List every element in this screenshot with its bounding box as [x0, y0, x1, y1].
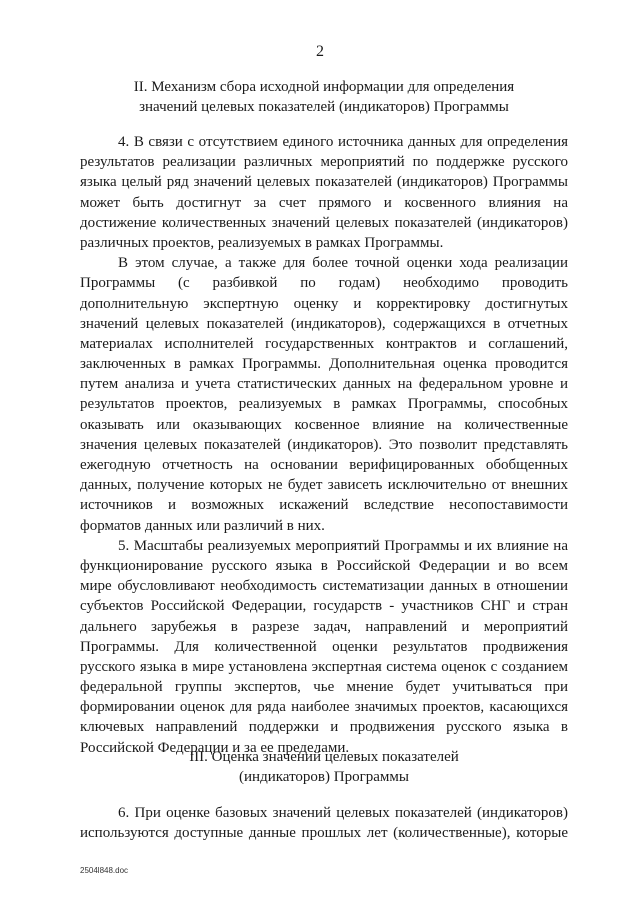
paragraph-line: Программы (с разбивкой по годам) необходимо проводить	[80, 275, 568, 292]
paragraph-line: материалах исполнителей государственных контрактов и соглашений,	[80, 335, 568, 352]
paragraph-5	[80, 536, 568, 758]
section-3-heading-line: III. Оценка значений целевых показателей	[189, 749, 459, 765]
paragraph-line: заключенных в рамках Программы. Дополнительная оценка проводится	[80, 356, 568, 373]
paragraph-line: функционирование русского языка в Российской Федерации и во всем	[80, 557, 568, 574]
paragraph-line: языка целый ряд значений целевых показателей (индикаторов) Программы	[80, 174, 568, 191]
section-3-body	[80, 803, 568, 843]
paragraph-line: достижение количественных значений целевых показателей (индикаторов)	[80, 214, 568, 231]
paragraph-line: результатов реализации различных мероприятий по поддержке русского	[80, 154, 568, 171]
paragraph-line: русского языка в мире установлена экспертная система оценок с созданием	[80, 658, 568, 675]
paragraph-4	[80, 132, 568, 253]
paragraph-line: формировании оценок для ряда наиболее значимых проектов, касающихся	[80, 699, 568, 716]
section-2-heading-line: значений целевых показателей (индикаторов) Программы	[139, 99, 509, 115]
paragraph-line: ключевых направлений поддержки и продвижения русского языка в	[80, 719, 568, 736]
paragraph-line: результатов проектов, реализуемых в рамках Программы, способных	[80, 396, 568, 413]
paragraph-line: источников и возможных искажений вследствие несопоставимости	[80, 497, 568, 514]
paragraph-line: данных, получение которых не будет зависеть исключительно от внешних	[80, 477, 568, 494]
paragraph-line: различных проектов, реализуемых в рамках Программы.	[80, 234, 444, 251]
paragraph-line: 5. Масштабы реализуемых мероприятий Программы и их влияние на	[118, 537, 568, 554]
paragraph-line: путем анализа и учета статистических данных на федеральном уровне и	[80, 376, 568, 393]
document-footer-id: 2504l848.doc	[80, 866, 129, 875]
paragraph-line: 4. В связи с отсутствием единого источника данных для определения	[118, 134, 568, 150]
paragraph-line: может быть достигнут за счет прямого и косвенного влияния на	[80, 194, 568, 211]
paragraph-line: оказывать или оказывающих косвенное влияние на количественные	[80, 416, 568, 433]
paragraph-4-continued	[80, 253, 568, 536]
section-2-heading-line: II. Механизм сбора исходной информации для определения	[133, 79, 515, 95]
paragraph-line: ежегодную отчетность на основании верифицированных обобщенных	[80, 457, 568, 473]
paragraph-6	[80, 803, 568, 843]
paragraph-line: федеральной группы экспертов, чье мнение будет учитываться при	[80, 679, 568, 696]
paragraph-line: субъектов Российской Федерации, государств - участников СНГ и стран	[80, 598, 568, 615]
paragraph-line: используются доступные данные прошлых лет (количественные), которые	[80, 825, 568, 842]
paragraph-line: 6. При оценке базовых значений целевых показателей (индикаторов)	[118, 805, 568, 821]
paragraph-line: дальнего зарубежья в разрезе задач, направлений и мероприятий	[80, 618, 568, 635]
paragraph-line: форматов данных или различий в них.	[80, 517, 325, 534]
paragraph-line: дополнительную экспертную оценку и корректировку достигнутых	[80, 295, 568, 312]
paragraph-line: значений целевых показателей (индикаторов), содержащихся в отчетных	[80, 315, 568, 332]
paragraph-line: В этом случае, а также для более точной оценки хода реализации	[118, 255, 568, 272]
paragraph-line: Программы. Для количественной оценки результатов продвижения	[80, 638, 568, 655]
page-number: 2	[316, 43, 324, 60]
paragraph-line: Российской Федерации и за ее пределами.	[80, 739, 350, 756]
section-2-body	[80, 132, 568, 758]
paragraph-line: мире обусловливают необходимость систематизации данных в отношении	[80, 578, 568, 595]
section-3-heading-line: (индикаторов) Программы	[239, 769, 409, 785]
section-2-heading	[80, 77, 568, 117]
paragraph-line: значения целевых показателей (индикаторов). Это позволит представлять	[80, 436, 568, 453]
section-3-heading	[80, 747, 568, 787]
